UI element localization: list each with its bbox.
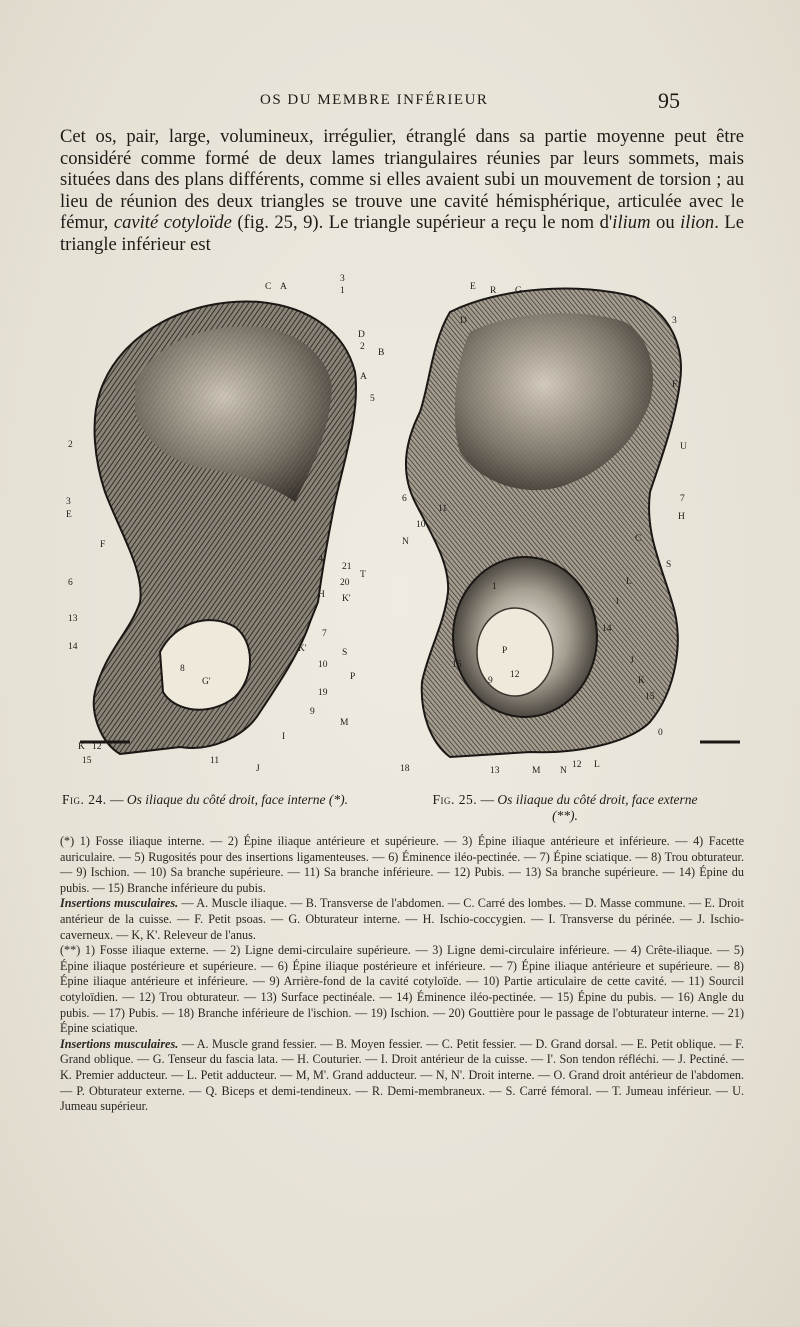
fig24-label: 6 bbox=[68, 578, 73, 588]
fig24-label: 5 bbox=[370, 394, 375, 404]
fig25-label: 16 bbox=[452, 660, 462, 670]
fig25-label: K bbox=[638, 676, 645, 686]
fig25-label: L bbox=[594, 760, 600, 770]
figure-plate bbox=[60, 272, 750, 792]
fig25-label: R bbox=[490, 286, 497, 296]
fig24-dash: — bbox=[106, 792, 127, 807]
fig24-caption bbox=[60, 792, 350, 808]
fig25-label: L bbox=[626, 577, 632, 587]
intro-text-1: Cet os, pair, large, volumineux, irrégulier, étranglé dans sa partie moyenne peut être considéré comme formé de deux lames triangulaires réunies par leurs sommets, mais situées dans des plans différents, comme si elles avaient subi un mouvement de torsion ; au lieu de réunion des deux triangles se trouve une cavité hémisphérique, articulée avec le fémur, bbox=[60, 126, 744, 234]
fig25-label: N bbox=[560, 766, 567, 776]
figure-24-illustration bbox=[80, 302, 356, 754]
fig24-label: J bbox=[256, 764, 260, 774]
fig25-caption bbox=[420, 792, 710, 824]
fig24-label: T bbox=[360, 570, 366, 580]
fig25-label: 10 bbox=[416, 520, 426, 530]
fig25-label: E bbox=[470, 282, 476, 292]
fig24-label: 11 bbox=[210, 756, 220, 766]
intro-emphasis-cotyloide: cavité cotyloïde bbox=[113, 212, 232, 234]
fig24-label: H bbox=[318, 590, 325, 600]
fig24-number: Fig. 24. bbox=[62, 792, 107, 807]
fig25-label: 1 bbox=[615, 597, 620, 607]
fig24-label: G' bbox=[202, 677, 211, 687]
fig24-label: K bbox=[78, 742, 85, 752]
fig24-label: F bbox=[100, 540, 106, 550]
fig25-label: S bbox=[666, 560, 672, 570]
figure-25-illustration bbox=[406, 289, 740, 757]
fig24-label: 8 bbox=[180, 664, 185, 674]
fig24-label: 7 bbox=[322, 629, 327, 639]
hip-bone-engravings bbox=[60, 272, 750, 792]
fig24-label: 18 bbox=[400, 764, 410, 774]
running-title: OS DU MEMBRE INFÉRIEUR bbox=[260, 92, 489, 108]
fig25-insertions-heading: Insertions musculaires. bbox=[60, 1036, 179, 1051]
fig25-label: 12 bbox=[510, 670, 520, 680]
intro-text-2: (fig. 25, 9). Le triangle supérieur a reçu le nom d' bbox=[231, 212, 613, 234]
fig25-label: 0 bbox=[658, 728, 663, 738]
intro-paragraph bbox=[60, 126, 744, 256]
fig24-label: 21 bbox=[342, 562, 352, 572]
fig24-label: 14 bbox=[68, 642, 78, 652]
fig25-label: 12 bbox=[572, 760, 582, 770]
fig24-label: 2 bbox=[68, 440, 73, 450]
fig24-label: K' bbox=[298, 644, 307, 654]
fig24-label: E bbox=[66, 510, 72, 520]
fig24-label: 19 bbox=[318, 688, 328, 698]
fig25-label: N bbox=[402, 537, 409, 547]
fig24-label: S bbox=[342, 648, 348, 658]
fig24-label: 15 bbox=[82, 756, 92, 766]
fig24-label: 2 bbox=[360, 342, 365, 352]
fig24-label: 10 bbox=[318, 660, 328, 670]
fig24-insertions-text: — A. Muscle iliaque. — B. Transverse de l'abdomen. — C. Carré des lombes. — D. Masse commune. — E. Droit antérieur de la cuisse. — F. Petit psoas. — G. Obturateur interne. — H. Ischio-coccygien. — I. Transverse du périnée. — J. Ischio-caverneux. — K, K'. Releveur de l'anus. bbox=[60, 896, 744, 942]
fig25-label: U bbox=[680, 442, 687, 452]
fig24-title: Os iliaque du côté droit, face interne (*). bbox=[126, 792, 348, 807]
fig25-label: 9 bbox=[488, 676, 493, 686]
fig25-label: J bbox=[630, 656, 634, 666]
fig24-label: 13 bbox=[68, 614, 78, 624]
fig24-label: 4 bbox=[318, 554, 323, 564]
fig24-label: 3 bbox=[66, 497, 71, 507]
intro-text-ou: ou bbox=[650, 212, 681, 234]
running-head bbox=[0, 88, 800, 116]
fig24-label: 9 bbox=[310, 707, 315, 717]
intro-emphasis-ilium: ilium bbox=[612, 212, 651, 234]
figure-legend bbox=[60, 834, 744, 1115]
fig24-label: D bbox=[358, 330, 365, 340]
fig25-label: 3 bbox=[672, 316, 677, 326]
fig25-label: 7 bbox=[680, 494, 685, 504]
fig25-label: 13 bbox=[490, 766, 500, 776]
fig25-label: 1 bbox=[492, 582, 497, 592]
fig25-number: Fig. 25. bbox=[432, 792, 478, 807]
fig24-label: 12 bbox=[92, 742, 102, 752]
fig25-label: 14 bbox=[602, 624, 612, 634]
intro-text-3: . Le triangle inférieur est bbox=[60, 212, 744, 255]
fig24-legend-text: (*) 1) Fosse iliaque interne. — 2) Épine iliaque antérieure et supérieure. — 3) Épine iliaque antérieure et inférieure. — 4) Facette auriculaire. — 5) Rugosités pour des insertions ligamenteuses. — 6) Éminence iléo-pectinée. — 7) Épine sciatique. — 8) Trou obturateur. — 9) Ischion. — 10) Sa branche supérieure. — 11) Sa branche inférieure. — 12) Pubis. — 13) Sa branche supérieure. — 14) Épine du pubis. — 15) Branche inférieure du pubis. bbox=[60, 834, 744, 895]
fig24-label: M bbox=[340, 718, 349, 728]
fig25-dash: — bbox=[477, 792, 498, 807]
fig25-label: 6 bbox=[402, 494, 407, 504]
fig25-title: Os iliaque du côté droit, face externe (**). bbox=[497, 792, 698, 823]
fig24-label: I bbox=[282, 732, 286, 742]
fig25-label: 15 bbox=[645, 692, 655, 702]
fig25-label: P bbox=[502, 646, 508, 656]
fig24-label: A bbox=[360, 372, 367, 382]
fig25-label: G bbox=[515, 286, 522, 296]
fig25-insertions-text: — A. Muscle grand fessier. — B. Moyen fessier. — C. Petit fessier. — D. Grand dorsal. — E. Petit oblique. — F. Grand oblique. — G. Tenseur du fascia lata. — H. Couturier. — I. Droit antérieur de la cuisse. — I'. Son tendon réfléchi. — J. Pectiné. — K. Premier adducteur. — L. Petit adducteur. — M, M'. Grand adducteur. — N, N'. Droit interne. — O. Grand droit antérieur de l'abdomen. — P. Obturateur externe. — Q. Biceps et demi-tendineux. — R. Demi-membraneux. — S. Carré fémoral. — T. Jumeau inférieur. — U. Jumeau supérieur. bbox=[60, 1036, 744, 1114]
fig25-label: H bbox=[678, 512, 685, 522]
fig24-label: P bbox=[350, 672, 356, 682]
fig25-label: F bbox=[672, 380, 678, 390]
fig24-label: 20 bbox=[340, 578, 350, 588]
fig25-legend-text: (**) 1) Fosse iliaque externe. — 2) Ligne demi-circulaire supérieure. — 3) Ligne demi-circulaire inférieure. — 4) Crête-iliaque. — 5) Épine iliaque postérieure et supérieure. — 6) Épine iliaque postérieure et inférieure. — 7) Épine iliaque antérieure et supérieure. — 8) Épine iliaque antérieure et inférieure. — 9) Arrière-fond de la cavité cotyloïde. — 10) Partie articulaire de cette cavité. — 11) Sourcil cotyloïdien. — 12) Trou obturateur. — 13) Surface pectinéale. — 14) Éminence iléo-pectinée. — 15) Épine du pubis. — 16) Angle du pubis. — 17) Pubis. — 18) Branche inférieure de l'ischion. — 19) Ischion. — 20) Gouttière pour le passage de l'obturateur interne. — 21) Épine sciatique. bbox=[60, 943, 744, 1036]
fig24-insertions-heading: Insertions musculaires. bbox=[60, 896, 179, 911]
fig25-label: C bbox=[635, 534, 642, 544]
fig24-label: K' bbox=[342, 594, 351, 604]
fig24-label: 1 bbox=[340, 286, 345, 296]
page-number: 95 bbox=[658, 88, 680, 113]
fig25-label: M bbox=[532, 766, 541, 776]
fig24-label: 3 bbox=[340, 274, 345, 284]
fig24-label: C bbox=[265, 282, 272, 292]
fig25-label: D bbox=[460, 316, 467, 326]
fig25-label: 11 bbox=[438, 504, 448, 514]
fig24-label: A bbox=[280, 282, 287, 292]
fig24-label: B bbox=[378, 348, 385, 358]
intro-emphasis-ilion: ilion bbox=[680, 212, 715, 234]
